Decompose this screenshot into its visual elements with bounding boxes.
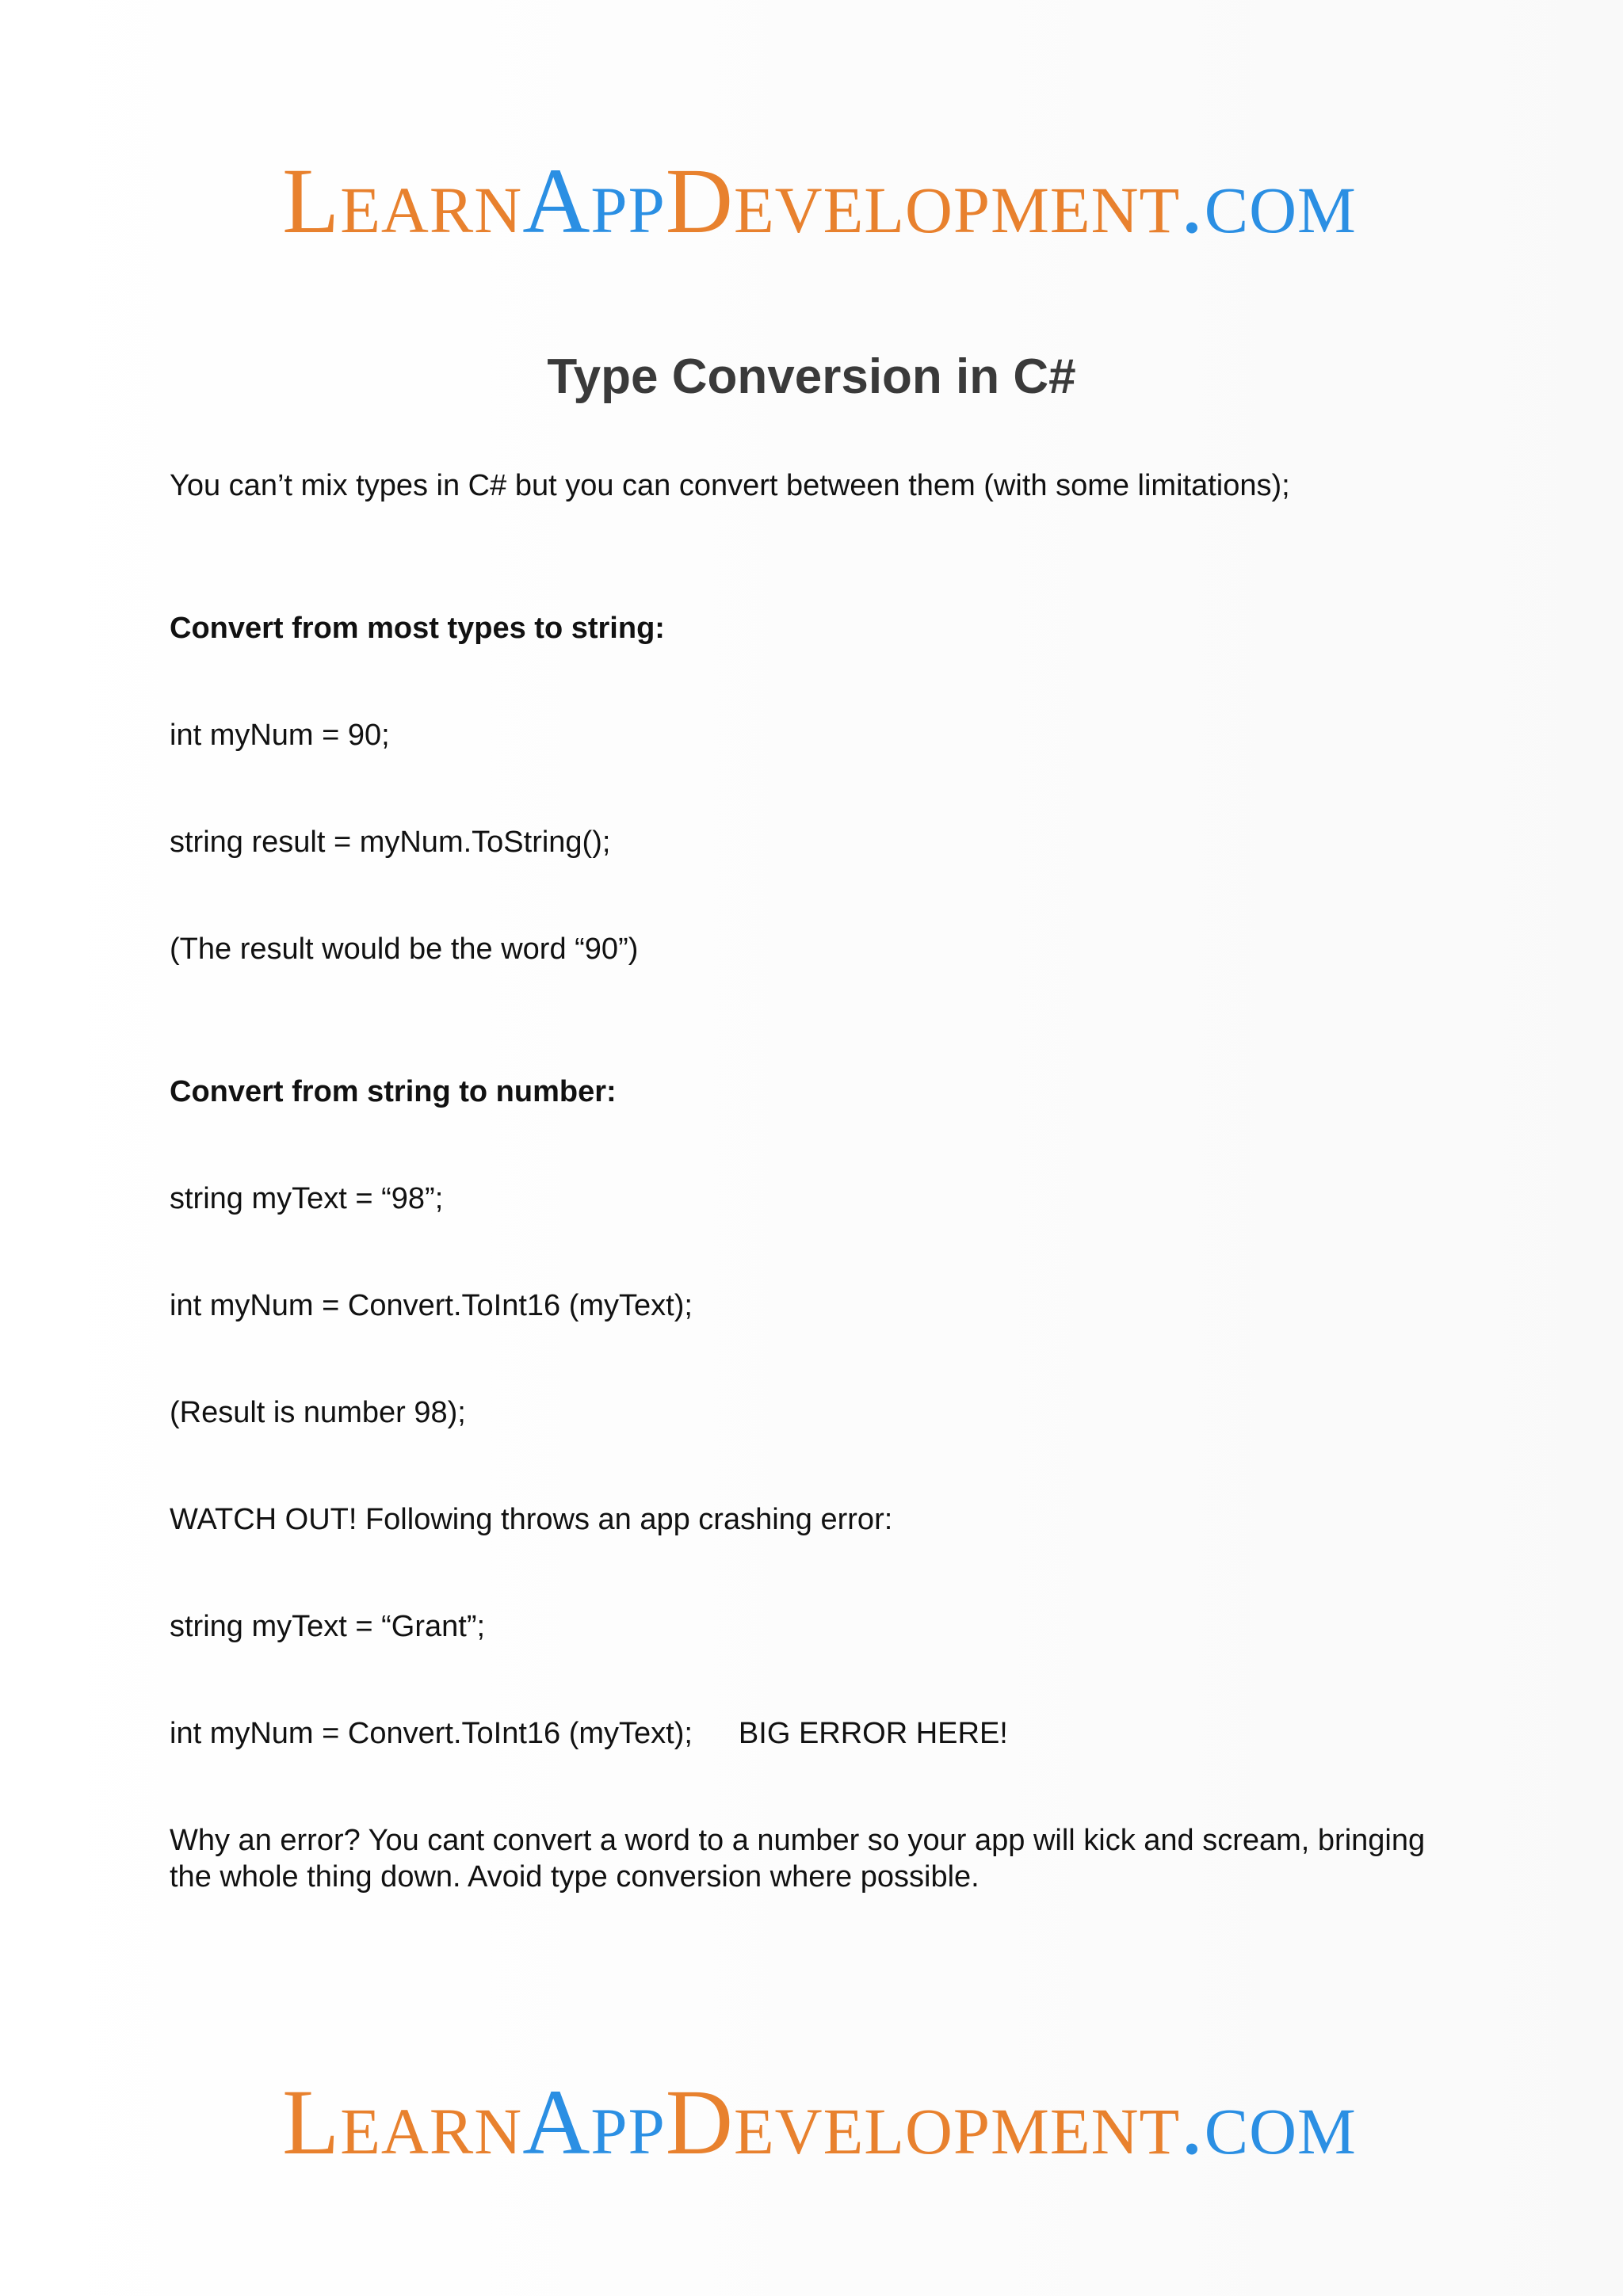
result-note: (Result is number 98); (170, 1396, 466, 1429)
section-heading-to-number: Convert from string to number: (170, 1075, 617, 1108)
code-line: int myNum = 90; (170, 719, 390, 752)
page-title: Type Conversion in C# (547, 349, 1076, 404)
explanation-paragraph: Why an error? You cant convert a word to a number so your app will kick and scream, bringing the whole thing down. Avoid type conversion where possible. (170, 1824, 1426, 1894)
code-line: int myNum = Convert.ToInt16 (myText); (170, 1289, 693, 1322)
code-line: string myText = “Grant”; (170, 1610, 486, 1643)
code-line: int myNum = Convert.ToInt16 (myText); (170, 1717, 693, 1750)
logo-part-app: App (522, 149, 666, 253)
logo-part-development: Development (665, 2070, 1181, 2174)
document-body (170, 467, 1453, 1895)
logo-part-learn: Learn (282, 2070, 523, 2174)
error-label: BIG ERROR HERE! (738, 1717, 1008, 1750)
section-heading-to-string: Convert from most types to string: (170, 612, 665, 645)
code-line-with-error (170, 1715, 1453, 1752)
result-note: (The result would be the word “90”) (170, 933, 639, 966)
footer-logo (193, 2070, 1445, 2174)
code-line: string myText = “98”; (170, 1182, 444, 1215)
header-logo (193, 149, 1445, 253)
intro-paragraph: You can’t mix types in C# but you can convert between them (with some limitations); (170, 469, 1290, 502)
logo-part-app: App (522, 2070, 666, 2174)
warning-text: WATCH OUT! Following throws an app crashing error: (170, 1503, 893, 1536)
logo-part-com: .com (1180, 149, 1357, 253)
logo-part-development: Development (665, 149, 1181, 253)
logo-part-learn: Learn (282, 149, 523, 253)
code-line: string result = myNum.ToString(); (170, 826, 611, 859)
logo-part-com: .com (1180, 2070, 1357, 2174)
